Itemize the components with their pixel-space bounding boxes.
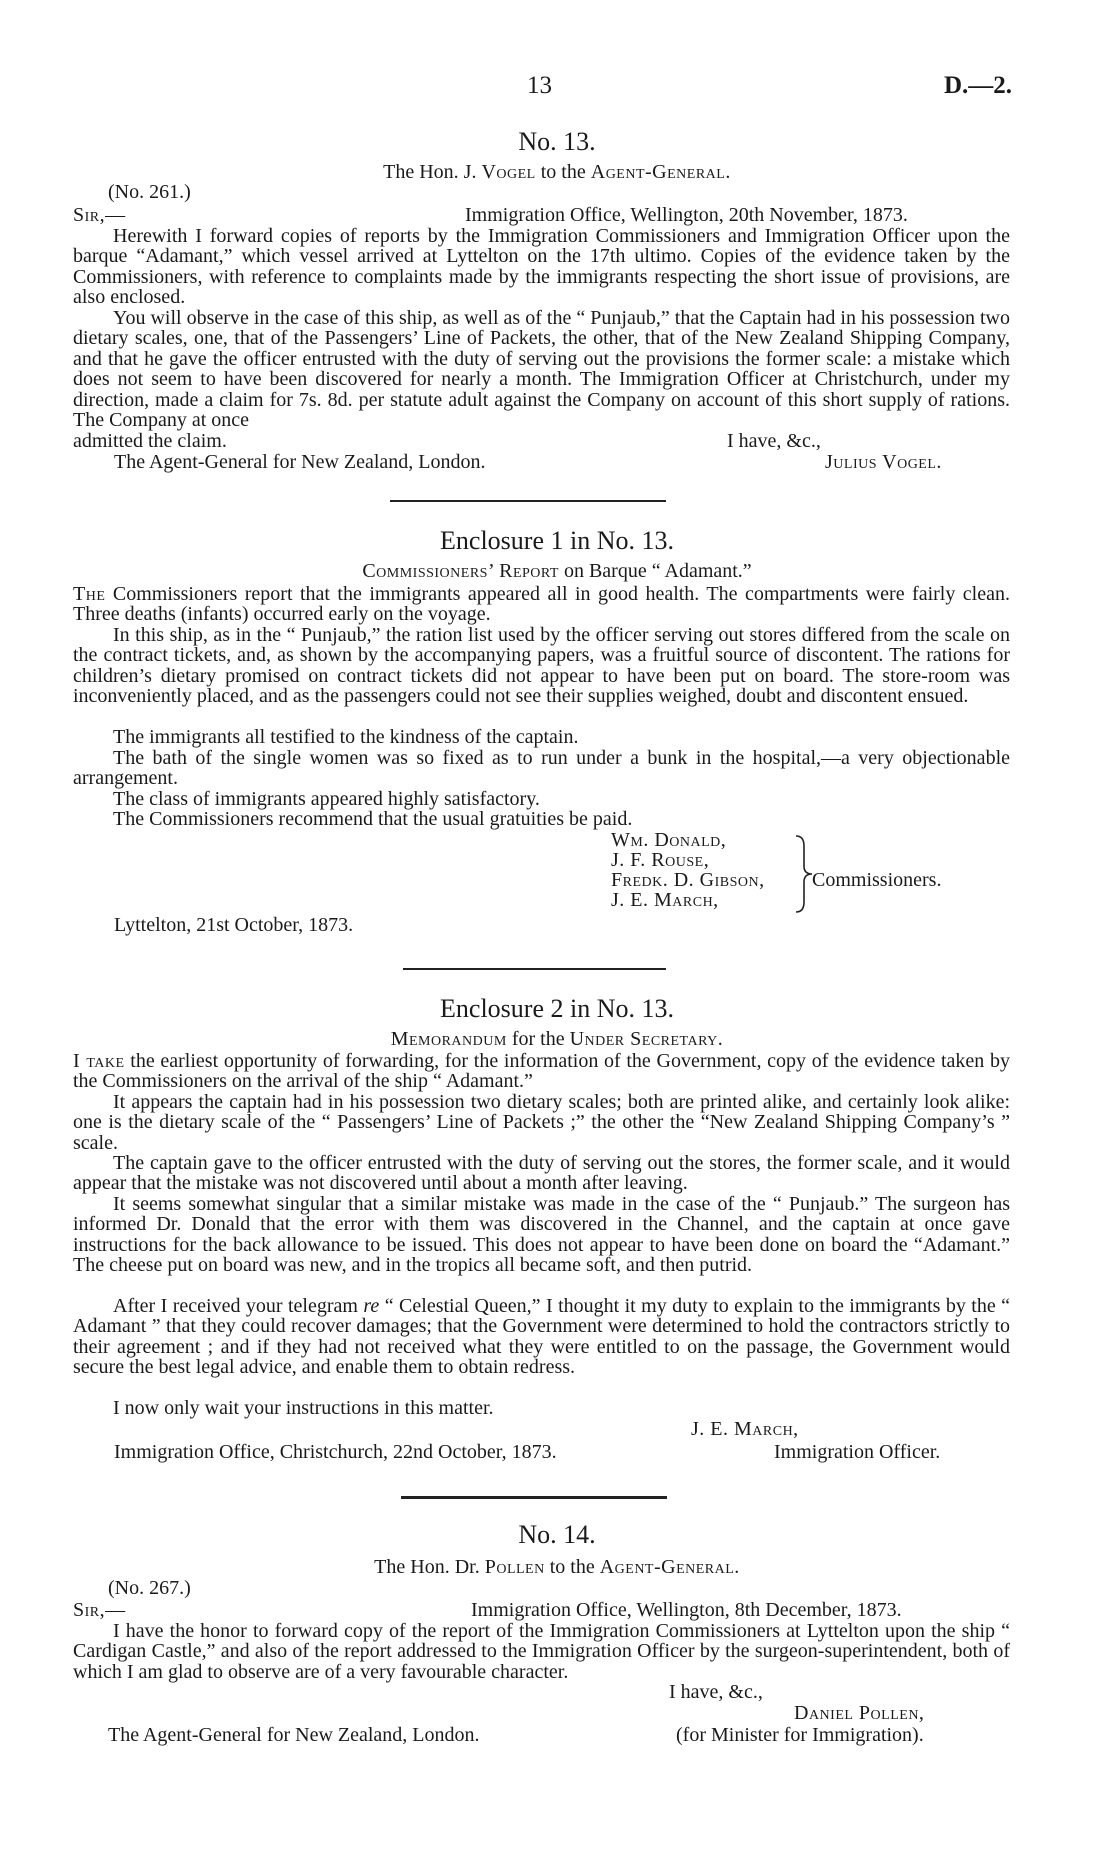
no13-p1-text: Herewith I forward copies of reports by the Immigration Commissioners and Immigration Officer upon the barque “Adamant,” which vessel arrived at Lyttelton on the 17th ultimo. Copies of the evidence taken by the Commissioners, with reference to complaints made by the immigrants respecting the short issue of provisions, are also enclosed.: [73, 225, 1010, 309]
enc2-paragraph-5: [73, 1296, 1010, 1378]
no13-subtitle-from: Vogel: [481, 161, 536, 183]
no14-subtitle: [0, 1557, 1114, 1577]
enc1-paragraph-4: [73, 748, 1010, 789]
enc1-paragraph-2: [73, 625, 1010, 707]
enc1-subtitle: [0, 561, 1114, 581]
enc1-signatory: J. E. March,: [611, 889, 719, 911]
no14-subtitle-from: Pollen: [484, 1556, 545, 1578]
enc1-signatory: J. F. Rouse,: [611, 849, 710, 871]
no13-subtitle: [0, 162, 1114, 182]
enc1-place-date: Lyttelton, 21st October, 1873.: [114, 914, 354, 936]
no13-subtitle-mid: to the: [540, 161, 586, 183]
no13-signature: Julius Vogel.: [825, 451, 942, 473]
enc1-p3-text: The immigrants all testified to the kindness of the captain.: [113, 726, 579, 748]
enc1-title: Enclosure 1 in No. 13.: [440, 526, 674, 555]
no14-dateline: Immigration Office, Wellington, 8th December, 1873.: [471, 1599, 902, 1621]
enc2-title: Enclosure 2 in No. 13.: [440, 994, 674, 1023]
no14-addressee: The Agent-General for New Zealand, London.: [108, 1724, 480, 1746]
enc2-paragraph-3: [73, 1153, 1010, 1194]
no14-signature-role: (for Minister for Immigration).: [676, 1724, 924, 1746]
section-divider: [403, 968, 666, 970]
no13-salutation: Sir,—: [73, 204, 126, 226]
enc2-p6-text: I now only wait your instructions in this matter.: [113, 1397, 494, 1419]
no14-subtitle-pre: The Hon. Dr.: [374, 1556, 480, 1578]
document-reference: D.—2.: [944, 72, 1013, 99]
enc1-p4-text: The bath of the single women was so fixed as to run under a bunk in the hospital,—a very objectionable arrangement.: [73, 747, 1010, 790]
no14-paragraph-1: [73, 1621, 1010, 1682]
no13-p2-text: You will observe in the case of this ship, as well as of the “ Punjaub,” that the Captain had in his possession two dietary scales, one, that of the Passengers’ Line of Packets, the other, that of the New Zealand Shipping Company, and that he gave the officer entrusted with the duty of serving out the provisions the former scale: a mistake which does not seem to have been discovered for nearly a month. The Immigration Officer at Christchurch, under my direction, made a claim for 7s. 8d. per statute adult against the Company on account of this short supply of rations. The Company at once: [73, 307, 1010, 432]
no14-subtitle-mid: to the: [549, 1556, 595, 1578]
enc2-subtitle-c: Under Secretary.: [569, 1028, 724, 1050]
no13-paragraph-2-end: admitted the claim.: [73, 430, 227, 452]
enc1-p1-lead: The: [73, 583, 106, 605]
section-divider: [390, 500, 666, 502]
no13-addressee: The Agent-General for New Zealand, London.: [114, 451, 486, 473]
enc2-p1-lead: I take: [73, 1050, 125, 1072]
no13-dateline: Immigration Office, Wellington, 20th November, 1873.: [465, 204, 908, 226]
enc1-signatories-role: Commissioners.: [812, 869, 942, 891]
enc1-p2-text: In this ship, as in the “ Punjaub,” the ration list used by the officer serving out stores differed from the scale on the contract tickets, and, as shown by the accompanying papers, was a fruitful source of discontent. The rations for children’s dietary promised on contract tickets did not appear to have been put on board. The store-room was inconveniently placed, and as the passengers could not see their supplies weighed, doubt and discontent ensued.: [73, 624, 1010, 708]
page-number: 13: [527, 72, 552, 99]
enc2-p5-text-b: “ Celestial Queen,” I thought it my duty to explain to the immigrants by the “ Adamant ” that they could recover damages; that the Government were determined to hold the contractors strictly to their agreement ; and if they had not received what they were entitled to on the passage, the Government would secure the best legal advice, and enable them to obtain redress.: [73, 1295, 1011, 1379]
no13-ref-no: (No. 261.): [108, 181, 191, 203]
no14-title: No. 14.: [518, 1520, 596, 1549]
enc2-place-date: Immigration Office, Christchurch, 22nd October, 1873.: [114, 1441, 557, 1463]
section-divider: [401, 1496, 667, 1499]
no13-closing: I have, &c.,: [727, 430, 821, 452]
no14-signature: Daniel Pollen,: [794, 1702, 925, 1724]
enc2-p4-text: It seems somewhat singular that a similar mistake was made in the case of the “ Punjaub.” The surgeon has informed Dr. Donald that the error with them was discovered in the Channel, and the captain at once gave instructions for the back allowance to be issued. This does not appear to have been done on board the “Adamant.” The cheese put on board was new, and in the tropics all became soft, and then putrid.: [73, 1193, 1010, 1277]
no14-p1-text: I have the honor to forward copy of the report of the Immigration Commissioners at Lyttelton upon the ship “ Cardigan Castle,” and also of the report addressed to the Immigration Officer by the surgeon-superintendent, both of which I am glad to observe are of a very favourable character.: [73, 1620, 1010, 1683]
enc2-subtitle-b: for the: [511, 1028, 565, 1050]
enc2-subtitle-a: Memorandum: [390, 1028, 507, 1050]
no13-subtitle-pre: The Hon. J.: [383, 161, 477, 183]
no14-closing: I have, &c.,: [669, 1681, 763, 1703]
commissioners-brace: [792, 834, 814, 914]
enc2-p5-re: re: [363, 1295, 380, 1317]
no13-subtitle-to: Agent-General.: [590, 161, 731, 183]
enc1-p6-text: The Commissioners recommend that the usual gratuities be paid.: [113, 808, 633, 830]
enc1-subtitle-rest: on Barque “ Adamant.”: [563, 560, 752, 582]
enc1-paragraph-3: [73, 727, 1010, 747]
no14-salutation: Sir,—: [73, 1599, 126, 1621]
enc1-paragraph-6: [73, 809, 1010, 829]
enc2-paragraph-4: [73, 1194, 1010, 1276]
enc2-p1-text: the earliest opportunity of forwarding, for the information of the Government, copy of the evidence taken by the Commissioners on the arrival of the ship “ Adamant.”: [73, 1050, 1010, 1093]
enc2-paragraph-6: [73, 1398, 1010, 1418]
enc2-p3-text: The captain gave to the officer entrusted with the duty of serving out the stores, the former scale, and it would appear that the mistake was not discovered until about a month after leaving.: [73, 1152, 1010, 1195]
no13-paragraph-2: [73, 308, 1010, 430]
enc2-role: Immigration Officer.: [774, 1441, 941, 1463]
enc1-p5-text: The class of immigrants appeared highly satisfactory.: [113, 788, 540, 810]
enc2-p2-text: It appears the captain had in his possession two dietary scales; both are printed alike, and certainly look alike: one is the dietary scale of the “ Passengers’ Line of Packets ;” the other the “New Zealand Shipping Company’s ” scale.: [73, 1091, 1010, 1154]
enc1-p1-text: Commissioners report that the immigrants appeared all in good health. The compartments were fairly clean. Three deaths (infants) occurred early on the voyage.: [73, 583, 1010, 626]
enc1-signatory: Fredk. D. Gibson,: [611, 869, 765, 891]
no13-title: No. 13.: [518, 127, 596, 156]
no13-paragraph-1: [73, 226, 1010, 308]
no14-ref-no: (No. 267.): [108, 1577, 191, 1599]
enc2-subtitle: [0, 1029, 1114, 1049]
enc1-signatory: Wm. Donald,: [611, 829, 727, 851]
enc1-subtitle-sc: Commissioners’ Report: [362, 560, 559, 582]
enc1-paragraph-1: [73, 584, 1010, 625]
enc2-paragraph-1: [73, 1051, 1010, 1092]
enc1-paragraph-5: [73, 789, 1010, 809]
no14-subtitle-to: Agent-General.: [599, 1556, 740, 1578]
enc2-p5-text-a: After I received your telegram: [113, 1295, 358, 1317]
enc2-signature: J. E. March,: [691, 1418, 799, 1440]
enc2-paragraph-2: [73, 1092, 1010, 1153]
